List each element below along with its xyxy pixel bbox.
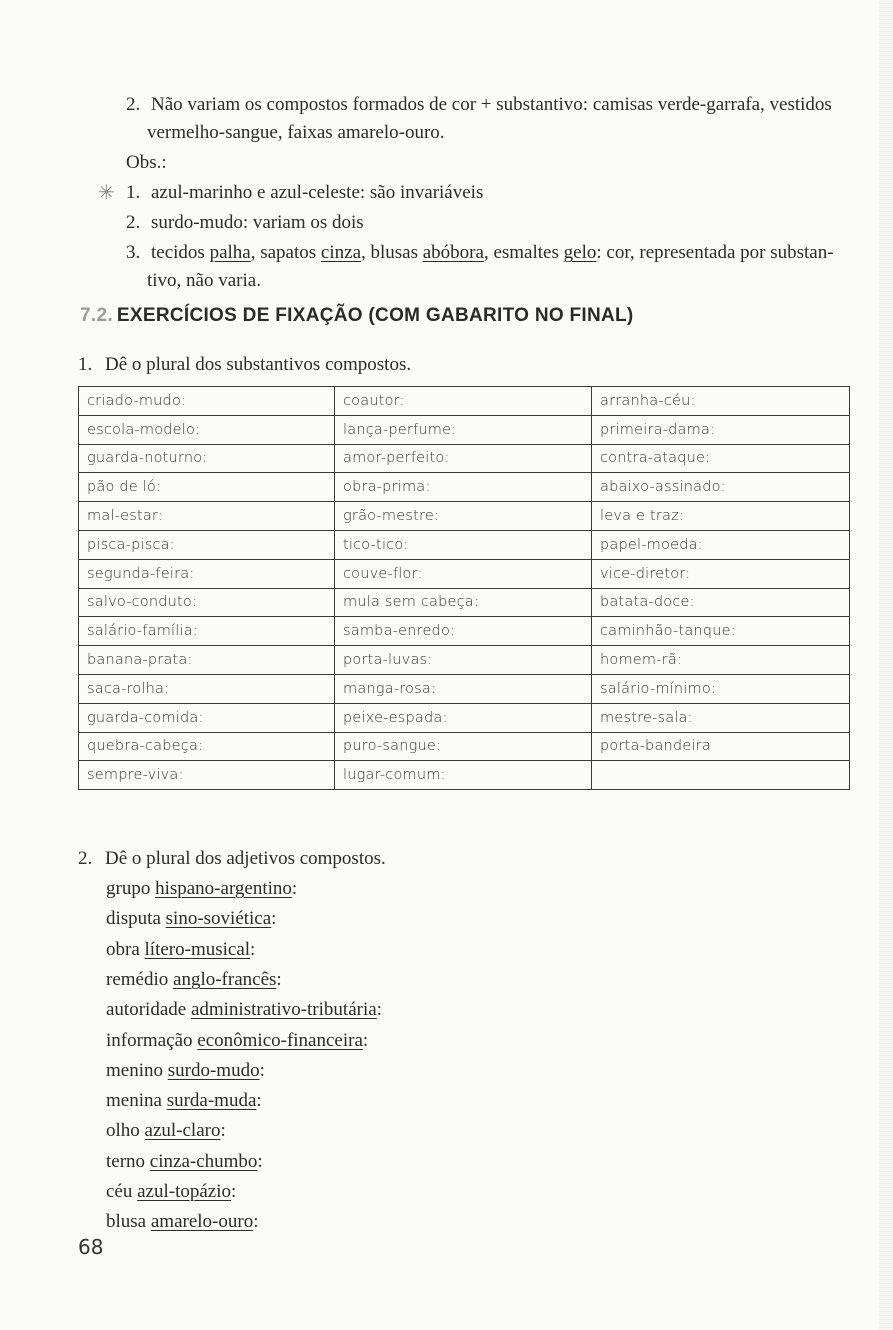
list-item-adjective: azul-topázio [137,1181,232,1202]
list-item: disputa sino-soviética: [106,908,277,930]
section-heading [80,305,634,327]
list-item-noun: menino [106,1059,163,1081]
table-cell [592,761,850,790]
section-number: 7.2. [80,305,113,326]
list-item-noun: autoridade [106,999,187,1021]
table-row [79,646,850,675]
list-item: grupo hispano-argentino: [106,878,298,899]
list-item-adjective: cinza-chumbo [149,1150,258,1172]
table-cell: criado-mudo: [79,387,335,416]
table-cell: abaixo-assinado: [592,473,850,502]
list-item: autoridade administrativo-tributária: [106,999,382,1021]
obs-item-3 [126,242,834,264]
exercise-1-prompt [78,354,411,376]
obs-item-2-number: 2. [126,212,141,233]
table-cell: salário-família: [79,617,335,646]
obs3-underlined-word: gelo [563,242,597,263]
obs3-underlined-word: cinza [320,242,361,263]
obs-item-1 [126,182,483,204]
obs-label: Obs.: [126,152,167,173]
table-row [79,732,850,761]
rule-2-line2: vermelho-sangue, faixas amarelo-ouro. [147,122,445,143]
list-item-adjective: anglo-francês [173,968,277,990]
list-item-noun: céu [106,1181,133,1202]
table-cell: saca-rolha: [79,674,335,703]
list-item-adjective: administrativo-tributária [190,999,377,1021]
table-row [79,444,850,473]
list-item-adjective: sino-soviética [165,908,272,930]
table-cell: arranha-céu: [592,387,850,416]
list-item-noun: terno [106,1150,146,1172]
table-cell: leva e traz: [592,502,850,531]
table-cell: papel-moeda: [592,530,850,559]
list-item-noun: blusa [106,1211,147,1233]
list-item: menino surdo-mudo: [106,1059,265,1081]
table-cell: batata-doce: [592,588,850,617]
table-cell: mestre-sala: [592,703,850,732]
table-row [79,559,850,588]
list-item: menina surda-muda: [106,1090,262,1112]
table-cell: porta-luvas: [335,646,592,675]
table-cell: segunda-feira: [79,559,335,588]
rule-2-number: 2. [126,94,141,115]
table-cell: lugar-comum: [335,761,592,790]
table-cell: pão de ló: [79,473,335,502]
table-cell: porta-bandeira [592,732,850,761]
exercise-2-number: 2. [78,848,93,869]
list-item-adjective: surda-muda [166,1090,257,1112]
table-row [79,674,850,703]
table-row [79,530,850,559]
table-cell: primeira-dama: [592,415,850,444]
obs-item-1-text: azul-marinho e azul-celeste: são invariáveis [151,182,484,203]
list-item-adjective: hispano-argentino [155,878,292,899]
table-row [79,415,850,444]
list-item-adjective: azul-claro [144,1120,221,1142]
obs3-underlined-word: abóbora [422,242,484,263]
list-item: obra lítero-musical: [106,938,256,960]
table-cell: obra-prima: [335,473,592,502]
list-item-noun: informação [106,1029,193,1051]
list-item: remédio anglo-francês: [106,968,282,990]
obs3-part: , esmaltes [483,242,564,263]
list-item: terno cinza-chumbo: [106,1150,263,1172]
list-item-noun: remédio [106,968,169,990]
obs-item-2 [126,212,364,234]
table-cell: puro-sangue: [335,732,592,761]
handwritten-mark-icon: ✳ [98,180,115,204]
exercise-2-text: Dê o plural dos adjetivos compostos. [105,848,386,869]
compound-nouns-table [78,386,850,790]
obs-item-3-line2: tivo, não varia. [147,270,261,291]
table-row [79,703,850,732]
list-item-adjective: amarelo-ouro [150,1211,254,1233]
obs3-part: tecidos [151,242,210,263]
list-item-noun: disputa [106,908,161,930]
exercise-2-prompt [78,848,386,870]
table-cell: peixe-espada: [335,703,592,732]
table-cell: sempre-viva: [79,761,335,790]
list-item-adjective: surdo-mudo [167,1059,260,1081]
table-cell: caminhão-tanque: [592,617,850,646]
obs-item-2-text: surdo-mudo: variam os dois [151,212,364,233]
table-row [79,761,850,790]
table-cell: salário-mínimo: [592,674,850,703]
table-cell: guarda-noturno: [79,444,335,473]
table-row [79,588,850,617]
obs3-part: , blusas [361,242,423,263]
list-item-noun: menina [106,1090,162,1112]
obs-item-1-number: 1. [126,182,141,203]
table-cell: samba-enredo: [335,617,592,646]
list-item-noun: obra [106,938,140,960]
table-row [79,387,850,416]
obs3-part: , sapatos [250,242,321,263]
table-cell: amor-perfeito: [335,444,592,473]
rule-2-line1: Não variam os compostos formados de cor + substantivo: camisas verde-garrafa, vestidos [151,94,832,115]
table-cell: banana-prata: [79,646,335,675]
table-cell: vice-diretor: [592,559,850,588]
obs-item-3-number: 3. [126,242,141,263]
list-item-noun: grupo [106,878,151,899]
table-cell: homem-rã: [592,646,850,675]
table-cell: coautor: [335,387,592,416]
table-cell: couve-flor: [335,559,592,588]
obs-item-3-text [151,242,834,263]
table-cell: guarda-comida: [79,703,335,732]
list-item: céu azul-topázio: [106,1181,237,1202]
exercise-1-text: Dê o plural dos substantivos compostos. [105,354,412,375]
table-row [79,617,850,646]
table-cell: salvo-conduto: [79,588,335,617]
scan-edge [879,0,893,1330]
list-item-adjective: econômico-financeira [197,1029,363,1051]
obs3-underlined-word: palha [209,242,251,263]
section-title: EXERCÍCIOS DE FIXAÇÃO (COM GABARITO NO FINAL) [116,305,634,326]
table-cell: escola-modelo: [79,415,335,444]
list-item: olho azul-claro: [106,1120,226,1142]
list-item: informação econômico-financeira: [106,1029,369,1051]
table-cell: mula sem cabeça: [335,588,592,617]
list-item-adjective: lítero-musical [144,938,251,960]
table-cell: pisca-pisca: [79,530,335,559]
rule-2 [126,94,832,116]
table-cell: tico-tico: [335,530,592,559]
list-item: blusa amarelo-ouro: [106,1211,259,1233]
table-row [79,473,850,502]
table-cell: mal-estar: [79,502,335,531]
exercise-1-number: 1. [78,354,93,375]
page-number: 68 [78,1235,104,1259]
table-cell: grão-mestre: [335,502,592,531]
table-cell: contra-ataque: [592,444,850,473]
obs3-part: : cor, representada por substan- [596,242,834,263]
table-cell: quebra-cabeça: [79,732,335,761]
list-item-noun: olho [106,1120,140,1142]
compound-nouns-table-body [79,387,850,790]
table-cell: manga-rosa: [335,674,592,703]
table-cell: lança-perfume: [335,415,592,444]
table-row [79,502,850,531]
